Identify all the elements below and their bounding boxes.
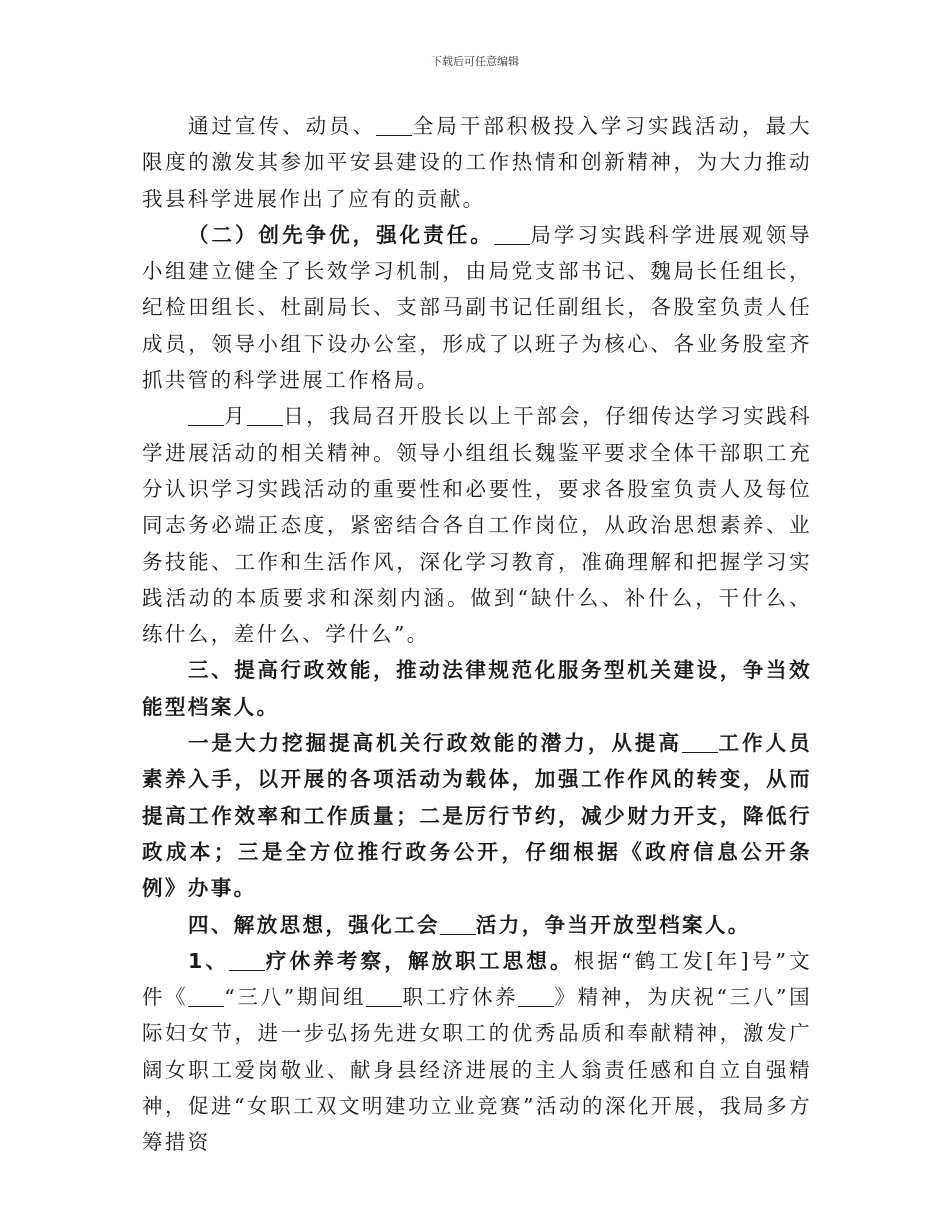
paragraph-4	[142, 652, 812, 725]
text-segment: 日，我局召开股长以上干部会，仔细传达学习实践科学进展活动的相关精神。领导小组组长魏鉴平要求全体干部职工充分认识学习实践活动的重要性和必要性，要求各股室负责人及每位同志务必端正态度，紧密结合各自工作岗位，从政治思想素养、业务技能、工作和生活作风，深化学习教育，准确理解和把握学习实践活动的本质要求和深刻内涵。做到“缺什么、补什么，干什么、练什么，差什么、学什么”。	[142, 404, 812, 647]
blank-underline	[188, 405, 224, 427]
text-segment: 职工疗休养	[402, 985, 519, 1010]
text-segment: 月	[224, 404, 248, 429]
paragraph-7	[142, 943, 812, 1161]
text-segment: 四、解放思想，强化工会	[188, 912, 440, 937]
text-segment: 疗休养考察，解放职工思想。	[265, 948, 574, 973]
blank-underline	[366, 986, 402, 1008]
blank-underline	[440, 913, 476, 935]
text-segment: 工作人员素养入手，以开展的各项活动为载体，加强工作作风的转变，从而提高工作效率和工作质量；二是厉行节约，减少财力开支，降低行政成本；三是全方位推行政务公开，仔细根据《政府信息公开条例》办事。	[142, 731, 812, 901]
blank-underline	[518, 986, 554, 1008]
paragraph-3	[142, 398, 812, 652]
blank-underline	[376, 115, 412, 137]
text-segment: （二）创先争优，强化责任。	[188, 222, 494, 247]
paragraph-5	[142, 725, 812, 906]
blank-underline	[247, 405, 283, 427]
text-segment: 通过宣传、动员、	[188, 114, 377, 138]
paragraph-1	[142, 108, 812, 217]
text-segment: 三、提高行政效能，推动法律规范化服务型机关建设，争当效能型档案人。	[142, 658, 812, 719]
text-segment: 1、	[188, 948, 230, 973]
text-segment: 局学习实践科学进展观领导小组建立健全了长效学习机制，由局党支部书记、魏局长任组长，纪检田组长、杜副局长、支部马副书记任副组长，各股室负责人任成员，领导小组下设办公室，形成了以班子为核心、各业务股室齐抓共管的科学进展工作格局。	[142, 222, 812, 393]
document-body	[142, 108, 812, 1161]
blank-underline	[188, 986, 224, 1008]
text-segment: 》精神，为庆祝“三八”国际妇女节，进一步弘扬先进女职工的优秀品质和奉献精神，激发广阔女职工爱岗敬业、献身县经济进展的主人翁责任感和自立自强精神，促进“女职工双文明建功立业竞赛”活动的深化开展，我局多方筹措资	[142, 985, 812, 1155]
blank-underline	[229, 949, 265, 971]
text-segment: 一是大力挖掘提高机关行政效能的潜力，从提高	[188, 731, 682, 756]
text-segment: 活力，争当开放型档案人。	[475, 912, 751, 937]
paragraph-2	[142, 217, 812, 398]
page-header: 下载后可任意编辑	[431, 55, 519, 68]
blank-underline	[682, 732, 718, 754]
paragraph-6	[142, 907, 812, 943]
text-segment: 根据“鹤工发[年]号”文件《	[142, 948, 812, 1010]
text-segment: “三八”期间组	[224, 985, 367, 1010]
blank-underline	[494, 223, 530, 245]
text-segment: 全局干部积极投入学习实践活动，最大限度的激发其参加平安县建设的工作热情和创新精神，为大力推动我县科学进展作出了应有的贡献。	[142, 114, 812, 211]
